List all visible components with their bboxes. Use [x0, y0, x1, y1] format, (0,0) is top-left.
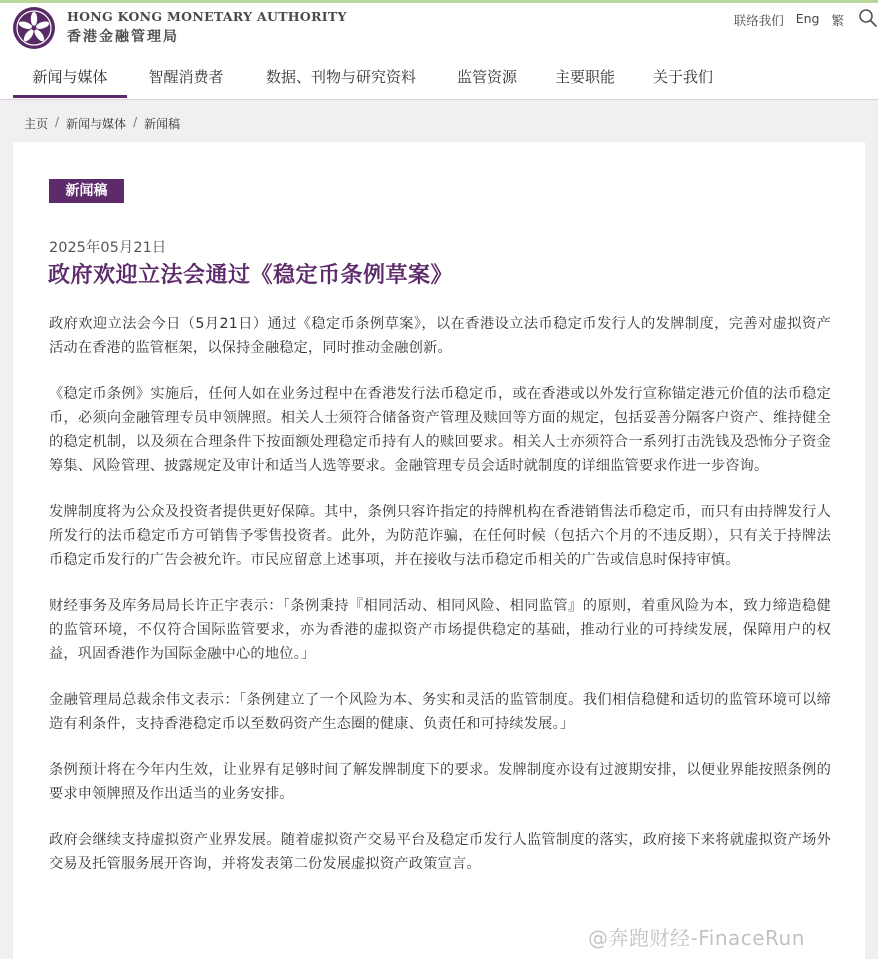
- nav-item-smart-consumers[interactable]: 智醒消费者: [148, 68, 224, 86]
- breadcrumb-separator: /: [133, 115, 138, 129]
- contact-us-link[interactable]: 联络我们: [733, 13, 784, 28]
- article-paragraph: 政府欢迎立法会今日（5月21日）通过《稳定币条例草案》，以在香港设立法币稳定币发行人的发牌制度，完善对虚拟资产活动在香港的监管框架，以保持金融稳定，同时推动金融创新。: [49, 316, 831, 356]
- article-paragraph: 《稳定币条例》实施后，任何人如在业务过程中在香港发行法币稳定币，或在香港或以外发行宣称锚定港元价值的法币稳定币，必须向金融管理专员申领牌照。相关人士须符合储备资产管理及赎回等方面的规定，包括妥善分隔客户资产、维持健全的稳定机制，以及须在合理条件下按面额处理稳定币持有人的赎回要求。相关人士亦须符合一系列打击洗钱及恐怖分子资金筹集、风险管理、披露规定及审计和适当人选等要求。金融管理专员会适时就制度的详细监管要求作进一步咨询。: [49, 386, 831, 474]
- article-paragraph: 财经事务及库务局局长许正宇表示：「条例秉持『相同活动、相同风险、相同监管』的原则，着重风险为本，致力缔造稳健的监管环境，不仅符合国际监管要求，亦为香港的虚拟资产市场提供稳定的基础，推动行业的可持续发展，保障用户的权益，巩固香港作为国际金融中心的地位。」: [49, 598, 831, 662]
- utility-links: [734, 11, 844, 29]
- main-navigation: [0, 58, 878, 100]
- watermark: @奔跑财经-FinaceRun: [588, 926, 805, 950]
- article-paragraph: 发牌制度将为公众及投资者提供更好保障。其中，条例只容许指定的持牌机构在香港销售法币稳定币，而只有由持牌发行人所发行的法币稳定币方可销售予零售投资者。此外，为防范诈骗，在任何时候（包括六个月的不违反期），只有关于持牌法币稳定币发行的广告会被允许。市民应留意上述事项，并在接收与法币稳定币相关的广告或信息时保持审慎。: [49, 504, 831, 568]
- article-title: 政府欢迎立法会通过《稳定币条例草案》: [48, 263, 454, 288]
- english-language-link[interactable]: Eng: [795, 11, 820, 26]
- breadcrumb: [24, 115, 180, 132]
- site-header: [0, 3, 878, 55]
- hkma-emblem-icon[interactable]: [13, 7, 55, 49]
- breadcrumb-home[interactable]: 主页: [24, 117, 49, 131]
- nav-item-about-us[interactable]: 关于我们: [652, 68, 713, 86]
- nav-item-data-publications[interactable]: 数据、刊物与研究资料: [265, 68, 416, 86]
- article-paragraph: 金融管理局总裁余伟文表示：「条例建立了一个风险为本、务实和灵活的监管制度。我们相信稳健和适切的监管环境可以缔造有利条件，支持香港稳定币以至数码资产生态圈的健康、负责任和可持续发展。」: [49, 692, 831, 732]
- breadcrumb-separator: /: [55, 115, 60, 129]
- article-date: 2025年05月21日: [49, 240, 167, 256]
- search-icon[interactable]: [858, 8, 878, 28]
- article-paragraph: 政府会继续支持虚拟资产业界发展。随着虚拟资产交易平台及稳定币发行人监管制度的落实，政府接下来将就虚拟资产场外交易及托管服务展开咨询，并将发表第二份发展虚拟资产政策宣言。: [49, 832, 831, 872]
- breadcrumb-news-media[interactable]: 新闻与媒体: [66, 117, 127, 131]
- org-name-en[interactable]: HONG KONG MONETARY AUTHORITY: [67, 9, 347, 24]
- nav-item-news-media[interactable]: 新闻与媒体: [13, 58, 127, 98]
- category-tag: 新闻稿: [49, 179, 124, 203]
- breadcrumb-press-releases[interactable]: 新闻稿: [144, 117, 181, 131]
- article-body: [49, 312, 831, 898]
- traditional-chinese-link[interactable]: 繁: [831, 13, 844, 28]
- article-paragraph: 条例预计将在今年内生效，让业界有足够时间了解发牌制度下的要求。发牌制度亦设有过渡期安排，以便业界能按照条例的要求申领牌照及作出适当的业务安排。: [49, 762, 831, 802]
- nav-item-regulatory-resources[interactable]: 监管资源: [456, 68, 517, 86]
- org-name-zh[interactable]: 香港金融管理局: [67, 29, 179, 45]
- nav-item-key-functions[interactable]: 主要职能: [554, 68, 615, 86]
